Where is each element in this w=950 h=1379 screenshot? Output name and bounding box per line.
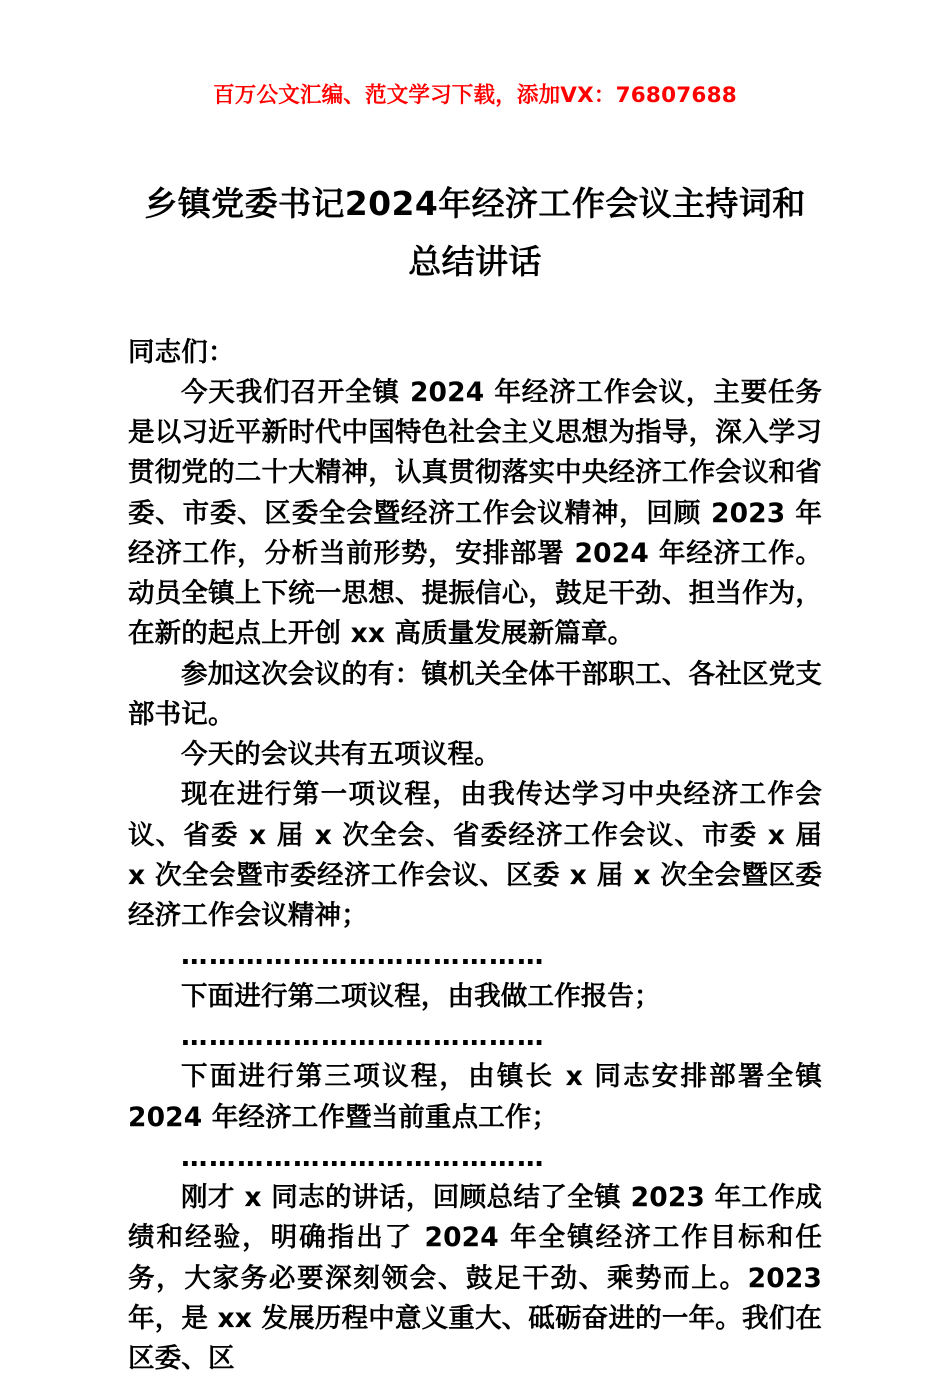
paragraph: 现在进行第一项议程，由我传达学习中央经济工作会议、省委 x 届 x 次全会、省委经济工作会议、市委 x 届 x 次全会暨市委经济工作会议、区委 x 届 x 次全会暨区委经济工作会议精神； (128, 775, 822, 936)
paragraph-separator-dots: ………………………………… (128, 1138, 822, 1178)
paragraph: 参加这次会议的有：镇机关全体干部职工、各社区党支部书记。 (128, 655, 822, 736)
paragraph: 下面进行第二项议程，由我做工作报告； (128, 977, 822, 1017)
promo-banner: 百万公文汇编、范文学习下载，添加VX：76807688 (128, 0, 822, 109)
paragraph-separator-dots: ………………………………… (128, 936, 822, 976)
document-body (128, 333, 822, 1379)
paragraph: 今天的会议共有五项议程。 (128, 735, 822, 775)
paragraph: 今天我们召开全镇 2024 年经济工作会议，主要任务是以习近平新时代中国特色社会主义思想为指导，深入学习贯彻党的二十大精神，认真贯彻落实中央经济工作会议和省委、市委、区委全会暨经济工作会议精神，回顾 2023 年经济工作，分析当前形势，安排部署 2024 年经济工作。动员全镇上下统一思想、提振信心，鼓足干劲、担当作为，在新的起点上开创 xx 高质量发展新篇章。 (128, 373, 822, 655)
paragraph: 同志们： (128, 333, 822, 373)
page-title: 乡镇党委书记2024年经济工作会议主持词和总结讲话 (128, 175, 822, 291)
paragraph: 下面进行第三项议程，由镇长 x 同志安排部署全镇 2024 年经济工作暨当前重点工作； (128, 1057, 822, 1138)
paragraph-separator-dots: ………………………………… (128, 1017, 822, 1057)
paragraph: 刚才 x 同志的讲话，回顾总结了全镇 2023 年工作成绩和经验，明确指出了 2024 年全镇经济工作目标和任务，大家务必要深刻领会、鼓足干劲、乘势而上。2023 年，是 xx 发展历程中意义重大、砥砺奋进的一年。我们在区委、区 (128, 1178, 822, 1379)
